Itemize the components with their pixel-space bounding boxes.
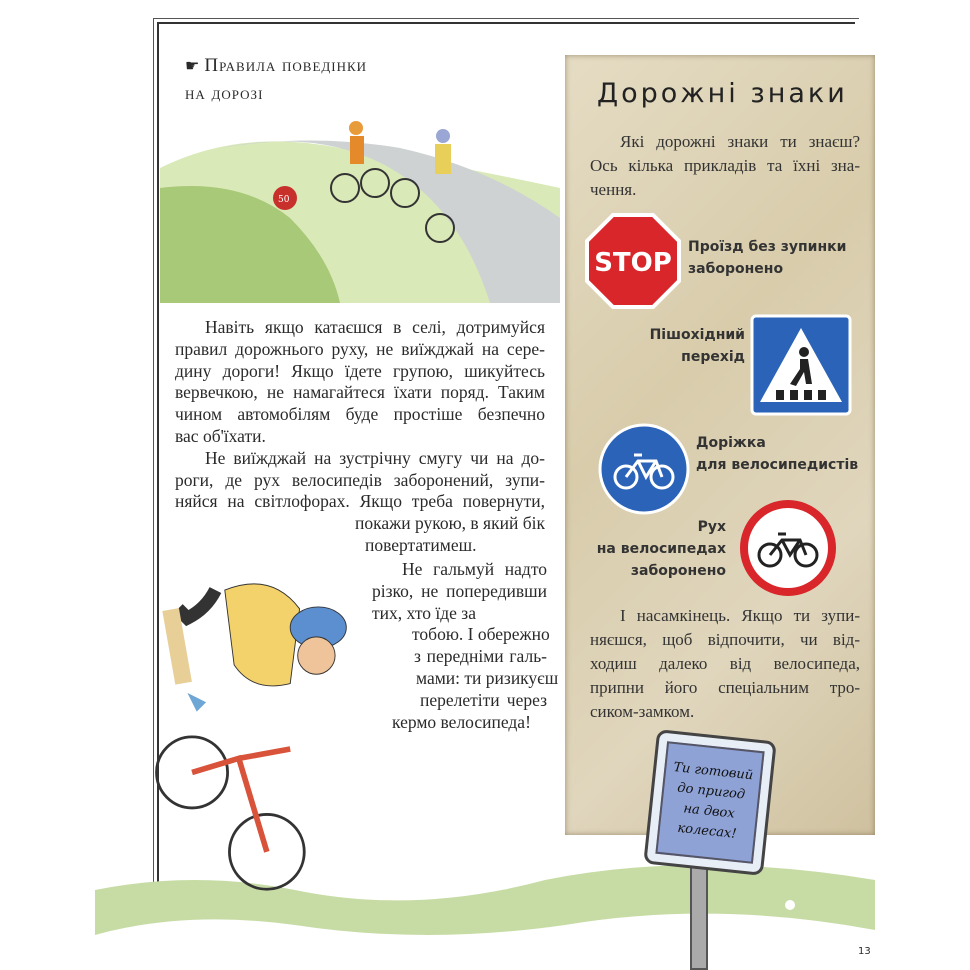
section-title: [185, 52, 367, 107]
panel-outro: [590, 604, 860, 724]
label-line: заборонено: [630, 563, 726, 579]
label-line: заборонено: [688, 261, 784, 277]
paragraph-1: [175, 317, 545, 557]
label-line: Проїзд без зупинки: [688, 239, 847, 255]
text-line: чином автомобілям буде простіше безпечно: [175, 404, 545, 425]
speed-sign-text: 50: [278, 195, 290, 205]
label-line: перехід: [681, 349, 745, 365]
text-line: Які дорожні знаки ти знаєш?: [620, 132, 860, 151]
text-line: кермо велосипеда!: [392, 711, 531, 732]
board-line: до пригод: [676, 780, 746, 803]
text-line: ходиш далеко від велосипеда,: [590, 654, 860, 673]
bicycle-path-sign-icon: [598, 423, 690, 515]
text-line: Ось кілька прикладів та їхні зна-: [590, 156, 860, 175]
sign-label-bike-path: [696, 432, 858, 476]
text-line: з передніми галь-: [414, 646, 547, 667]
text-line: покажи рукою, в який бік: [355, 513, 545, 534]
cyclists-on-hill-illustration: [160, 108, 560, 303]
label-line: Рух: [697, 519, 726, 535]
text-line: вервечкою, не намагайтеся їхати поряд. Таким: [175, 382, 545, 403]
sign-label-no-bikes: [590, 516, 726, 582]
pedestrian-crossing-sign-icon: [750, 314, 852, 416]
text-line: сиком-замком.: [590, 702, 695, 721]
label-line: Доріжка: [696, 435, 766, 451]
text-line: мами: ти ризикуєш: [416, 667, 559, 688]
text-line: перелетіти через: [420, 689, 547, 710]
title-line: на дорозі: [185, 83, 264, 104]
text-line: няйся на світлофорах. Якщо треба повернути,: [175, 491, 545, 512]
sign-label-crossing: [620, 324, 745, 368]
text-line: припни його спеціальним тро-: [590, 678, 860, 697]
falling-cyclist-illustration: [150, 560, 365, 910]
no-bicycles-sign-icon: [740, 500, 836, 596]
board-line: на двох: [682, 801, 736, 822]
text-line: дину дороги! Якщо їдете групою, шикуйтесь: [175, 360, 545, 381]
text-line: вас об'їхати.: [175, 425, 266, 446]
text-line: повертатимеш.: [365, 534, 477, 555]
panel-intro: [590, 130, 860, 202]
board-line: колесах!: [676, 820, 738, 842]
label-line: на велосипедах: [596, 541, 726, 557]
text-line: няєшся, щоб відпочити, чи від-: [590, 630, 860, 649]
board-line: Ти готовий: [672, 760, 754, 784]
pointing-hand-icon: ☛: [185, 58, 201, 75]
text-line: Не гальмуй надто: [402, 559, 547, 579]
stop-sign-icon: [585, 213, 681, 309]
paragraph-3: [372, 559, 559, 733]
sign-label-stop: [688, 236, 846, 280]
label-line: для велосипедистів: [696, 457, 859, 473]
label-line: Пішохідний: [649, 327, 745, 343]
signboard: [643, 729, 776, 876]
text-line: Навіть якщо катаєшся в селі, дотримуйся: [205, 317, 545, 337]
panel-title: Дорожні знаки: [597, 78, 848, 109]
page-number: 13: [858, 946, 871, 957]
text-line: тобою. І обережно: [412, 624, 550, 645]
text-line: правил дорожнього руху, не виїжджай на сере-: [175, 338, 545, 359]
text-line: Не виїжджай на зустрічну смугу чи на до-: [205, 447, 545, 468]
text-line: чення.: [590, 180, 637, 199]
text-line: різко, не попередивши тих, хто їде за: [372, 580, 547, 623]
title-line: Правила поведінки: [204, 55, 368, 76]
text-line: І насамкінець. Якщо ти зупи-: [620, 606, 860, 625]
text-line: роги, де рух велосипедів заборонений, зупи-: [175, 469, 545, 490]
stop-text: STOP: [594, 248, 672, 278]
